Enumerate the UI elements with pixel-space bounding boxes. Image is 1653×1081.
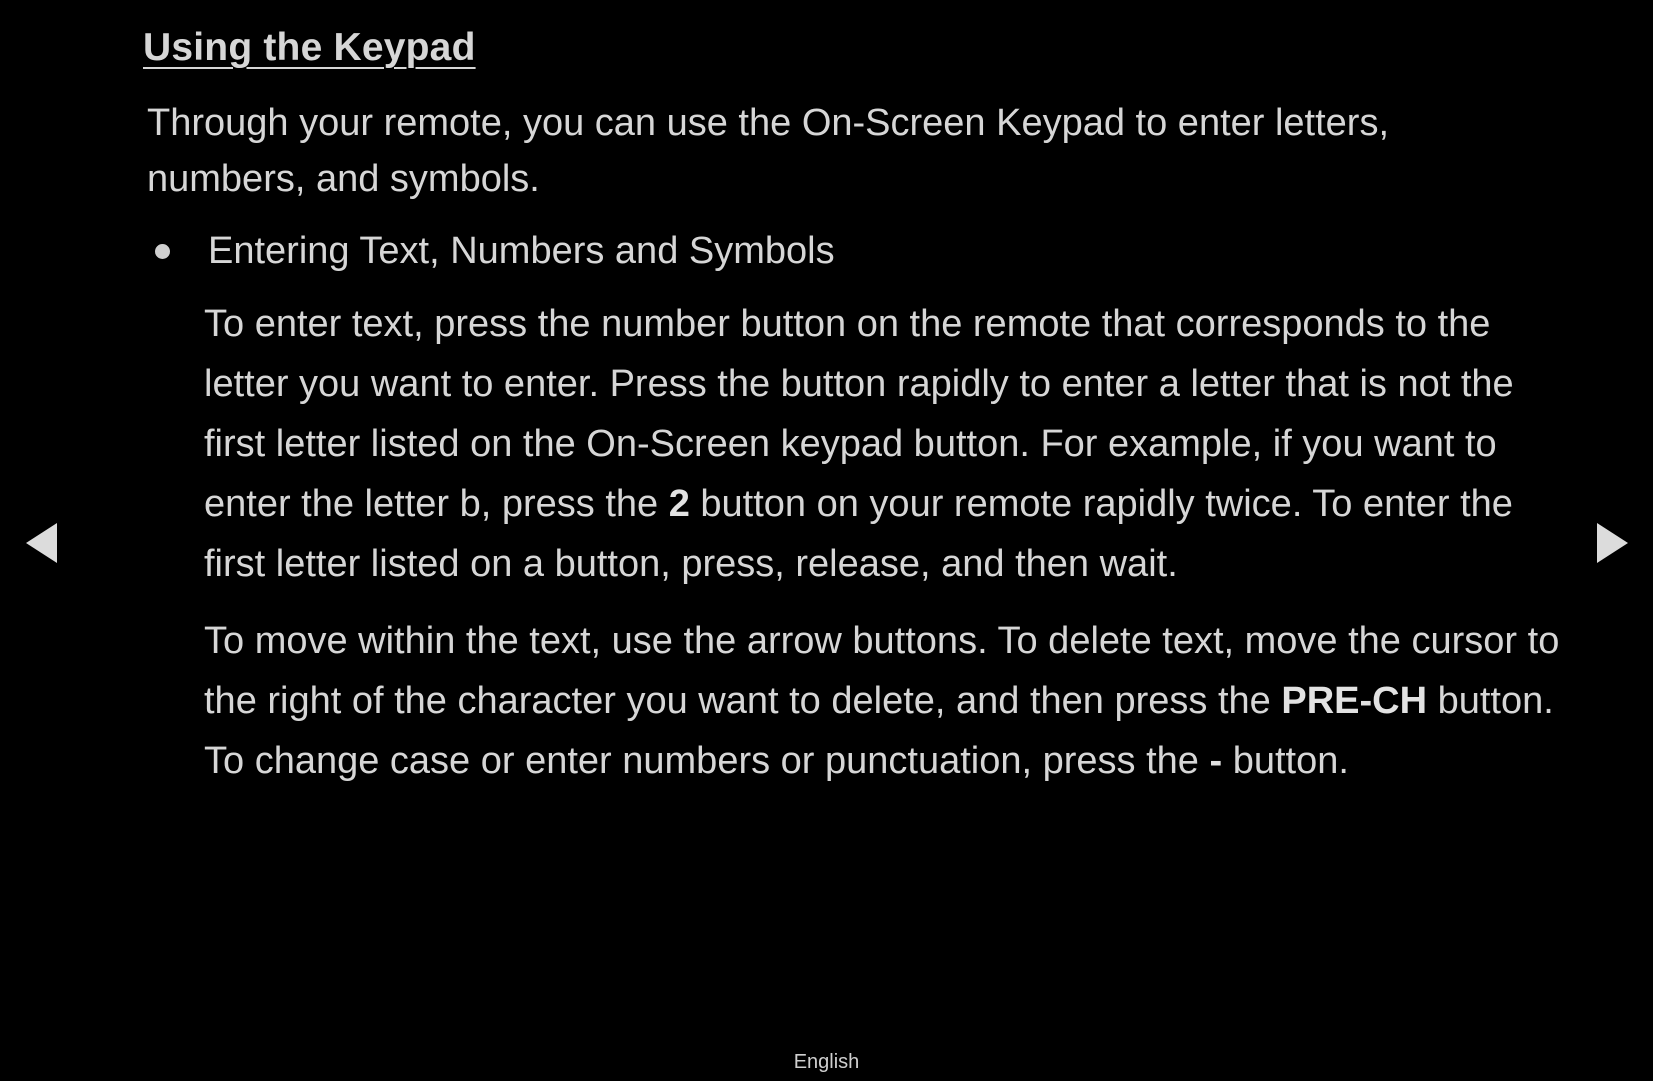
footer-language: English bbox=[793, 1051, 860, 1073]
para2-text-1: To move within the text, use the arrow buttons. To delete text, move the cursor to the right of the character you want to delete, and then press the bbox=[204, 620, 1560, 722]
para2-text-2: button. To change case or enter numbers or punctuation, press the bbox=[204, 680, 1554, 782]
instruction-paragraph-2 bbox=[204, 611, 1579, 791]
dash-key-label: - bbox=[1209, 740, 1223, 782]
para1-text-1: To enter text, press the number button on the remote that corresponds to the letter you want to enter. Press the button rapidly to enter a letter that is not the first letter listed on the On-Screen keypad button. For example, if you want to enter the letter b, press the bbox=[204, 303, 1514, 525]
bullet-dot-icon bbox=[155, 244, 170, 259]
para1-text-2: button on your remote rapidly twice. To enter the first letter listed on a button, press, release, and then wait. bbox=[204, 483, 1513, 585]
bullet-heading bbox=[155, 223, 835, 279]
para2-text-3: button. bbox=[1222, 740, 1349, 782]
intro-line-1: Through your remote, you can use the On-Screen Keypad to enter letters, bbox=[147, 102, 1390, 144]
page-title: Using the Keypad bbox=[143, 26, 476, 69]
pre-ch-key-label: PRE-CH bbox=[1281, 680, 1428, 722]
intro-line-2: numbers, and symbols. bbox=[147, 158, 540, 200]
next-page-arrow-icon[interactable] bbox=[1597, 523, 1628, 563]
key-2-label: 2 bbox=[668, 483, 690, 525]
intro-text bbox=[147, 95, 1537, 207]
instruction-paragraph-1 bbox=[204, 294, 1579, 594]
previous-page-arrow-icon[interactable] bbox=[26, 523, 57, 563]
bullet-title: Entering Text, Numbers and Symbols bbox=[208, 229, 835, 272]
